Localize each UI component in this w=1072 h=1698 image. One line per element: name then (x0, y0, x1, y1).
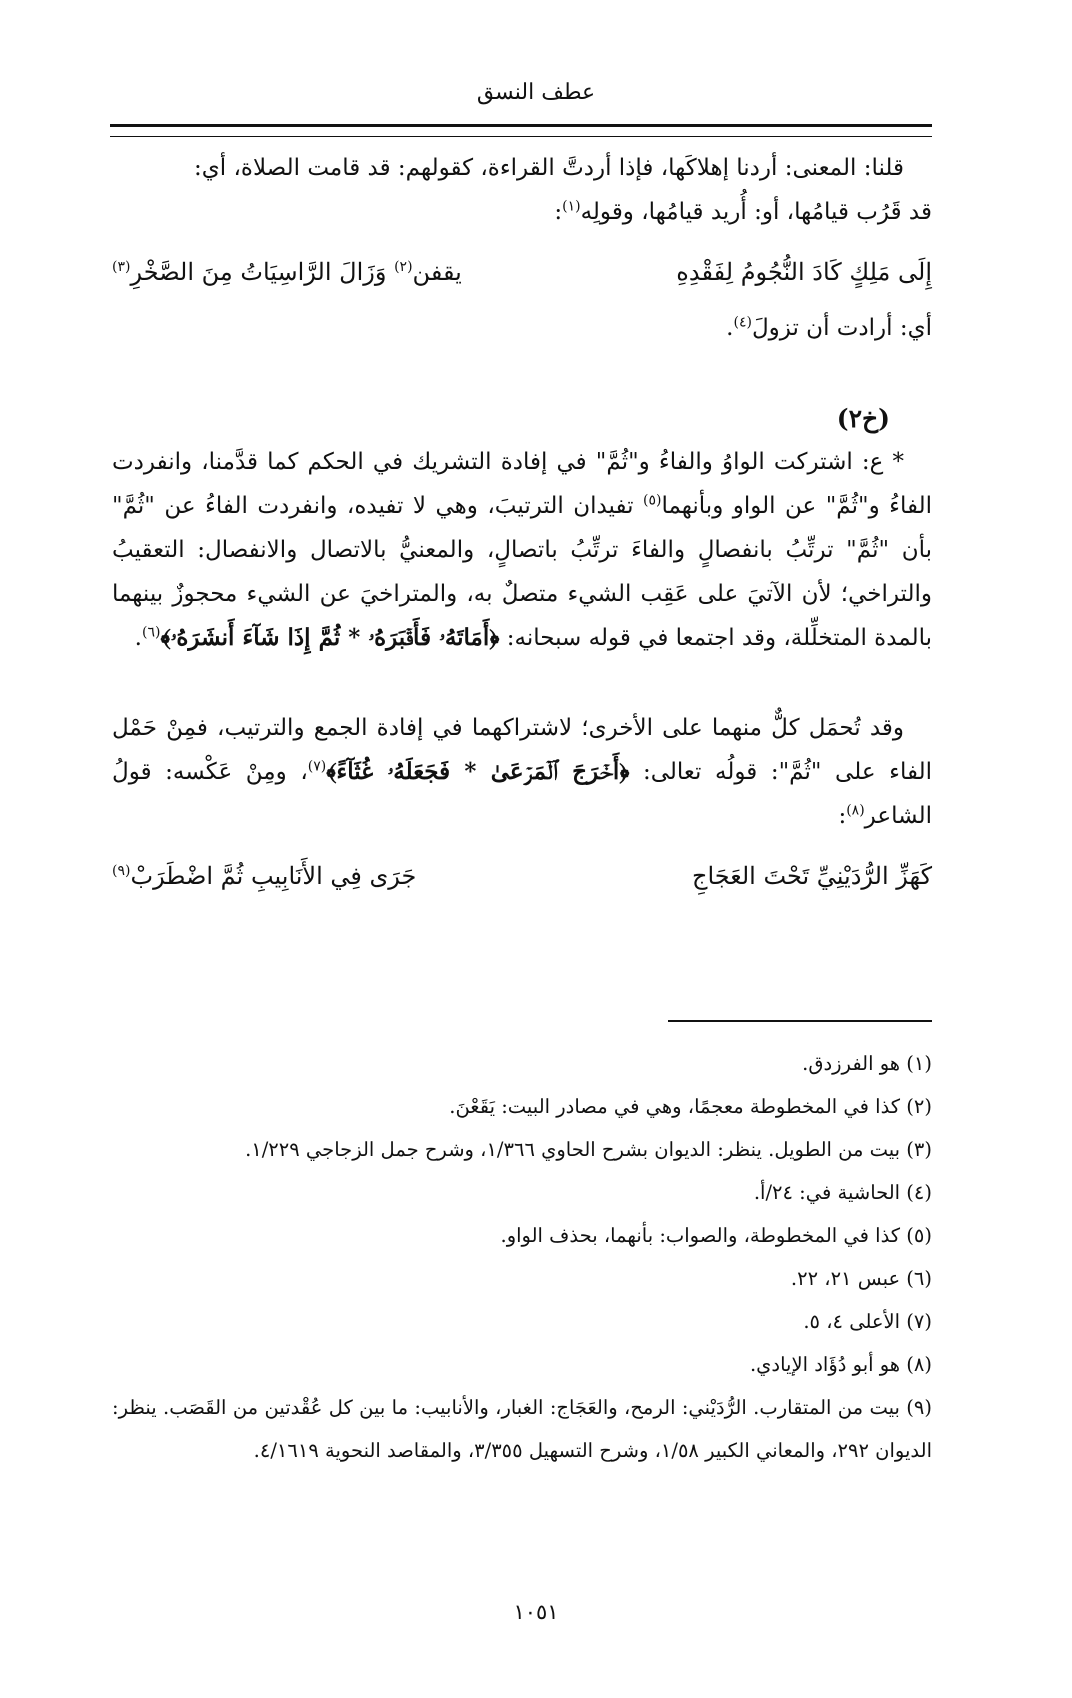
quran-quote-2: ﴿أَخۡرَجَ ٱلۡمَرۡعَىٰ * فَجَعَلَهُۥ غُثَآءً﴾ (326, 758, 630, 785)
verse-1-second-hemistich (112, 258, 462, 286)
footnote-ref-4[interactable]: (٤) (733, 314, 752, 331)
footnote-1: (١) هو الفرزدق. (802, 1052, 932, 1075)
after-verse-1-text: أي: أرادت أن تزولَ (751, 315, 932, 341)
footnote-ref-5[interactable]: (٥) (643, 492, 662, 509)
paragraph-1 (112, 440, 932, 660)
footnote-separator (668, 1020, 932, 1022)
verse-1 (112, 258, 932, 286)
para1-part-1: * ع: اشتركت الواوُ والفاءُ و"ثُمَّ" في إفادة التشريك في الحكم كما قدَّمنا، وانفردت الفاءُ و"ثُمَّ" عن الواو وبأنهما (112, 449, 933, 519)
paragraph-2 (112, 706, 932, 838)
footnote-ref-7[interactable]: (٧) (307, 758, 327, 775)
verse-2 (112, 862, 932, 890)
para2-part-1: وقد تُحمَل كلٌّ منهما على الأخرى؛ لاشتراكهما في إفادة الجمع والترتيب، فمِنْ حَمْل الفاء على "ثُمَّ": قولُه تعالى: (112, 715, 933, 785)
intro-line-1: قلنا: المعنى: أردنا إهلاكَها، فإذا أردتَّ القراءة، كقولهم: قد قامت الصلاة، أي: (194, 155, 904, 181)
intro-line-2-end: : (554, 199, 563, 225)
para2-end: : (838, 803, 847, 829)
verse-2-second-hemistich (112, 862, 416, 890)
quran-quote-1: ﴿أَمَاتَهُۥ فَأَقۡبَرَهُۥ * ثُمَّ إِذَا شَآءَ أَنشَرَهُۥ﴾ (160, 624, 500, 651)
page-number: ١٠٥١ (513, 1600, 559, 1624)
after-verse-1-line (112, 306, 932, 350)
intro-line-2-text: قد قَرُب قيامُها، أو: أُريد قيامُها، وقولِه (580, 199, 932, 225)
footnote-ref-8[interactable]: (٨) (846, 802, 865, 819)
footnote-ref-9[interactable]: (٩) (112, 863, 131, 879)
paragraph-2-text (112, 706, 932, 838)
verse-2-second-text: جَرَى فِي الأَنَابِيبِ ثُمَّ اضْطَرَبْ (130, 862, 417, 890)
after-verse-1 (112, 306, 932, 350)
header-rule-thin (110, 136, 932, 137)
verse-1-word: يقفن (412, 258, 462, 286)
para1-part-2: تفيدان الترتيبَ، وهي لا تفيده، وانفردت الفاءُ عن "ثُمَّ" بأن "ثُمَّ" ترتِّبُ بانفصالٍ والفاءَ ترتِّبُ باتصالٍ، والمعنيُّ بالاتصال والانفصال: التعقيبُ والتراخي؛ لأن الآتيَ على عَقِب الشيء متصلٌ به، والمتراخيَ عن الشيء محجوزٌ بينهما بالمدة المتخلِّلة، وقد اجتمعا في قوله سبحانه: (112, 493, 932, 651)
verse-1-first-hemistich: إِلَى مَلِكٍ كَادَ النُّجُومُ لِفَقْدِهِ (676, 258, 932, 286)
footnote-9: (٩) بيت من المتقارب. الرُّدَيْني: الرمح، والعَجَاج: الغبار، والأنابيب: ما بين كل عُقْدتين من القَصَب. ينظر: الديوان ٢٩٢، والمعاني الكبير ١/٥٨، وشرح التسهيل ٣/٣٥٥، والمقاصد النحوية ٤/١٦١٩. (112, 1396, 932, 1462)
footnote-3: (٣) بيت من الطويل. ينظر: الديوان بشرح الحاوي ١/٣٦٦، وشرح جمل الزجاجي ١/٢٢٩. (245, 1138, 932, 1161)
section-heading: (خ٢) (836, 404, 890, 433)
footnote-4: (٤) الحاشية في: ٢٤/أ. (753, 1181, 932, 1204)
footnote-5: (٥) كذا في المخطوطة، والصواب: بأنهما، بحذف الواو. (500, 1224, 932, 1247)
footnote-ref-6[interactable]: (٦) (141, 624, 161, 641)
footnote-ref-3[interactable]: (٣) (112, 259, 131, 275)
intro-paragraph (112, 146, 932, 234)
after-verse-1-end: . (726, 315, 734, 341)
paragraph-1-text (112, 440, 932, 660)
footnote-8: (٨) هو أبو دُؤَاد الإيادي. (749, 1353, 932, 1376)
footnote-2: (٢) كذا في المخطوطة معجمًا، وهي في مصادر البيت: يَقَعْنَ. (449, 1095, 932, 1118)
verse-1-rest: وَزَالَ الرَّاسِيَاتُ مِنَ الصَّخْرِ (130, 258, 395, 286)
footnotes (112, 1042, 932, 1472)
intro-line-2 (112, 190, 932, 234)
para1-end: . (134, 625, 142, 651)
footnote-7: (٧) الأعلى ٤، ٥. (803, 1310, 932, 1333)
header-rule-thick (110, 124, 932, 127)
footnote-ref-2[interactable]: (٢) (394, 259, 413, 275)
footnote-ref-1[interactable]: (١) (562, 198, 581, 215)
running-title: عطف النسق (476, 80, 596, 105)
verse-2-first-hemistich: كَهَزِّ الرُّدَيْنِيِّ تَحْتَ العَجَاجِ (691, 862, 932, 890)
para2-part-2: ، ومِنْ عَكْسه: قولُ الشاعر (112, 759, 932, 829)
footnote-6: (٦) عبس ٢١، ٢٢. (790, 1267, 932, 1290)
